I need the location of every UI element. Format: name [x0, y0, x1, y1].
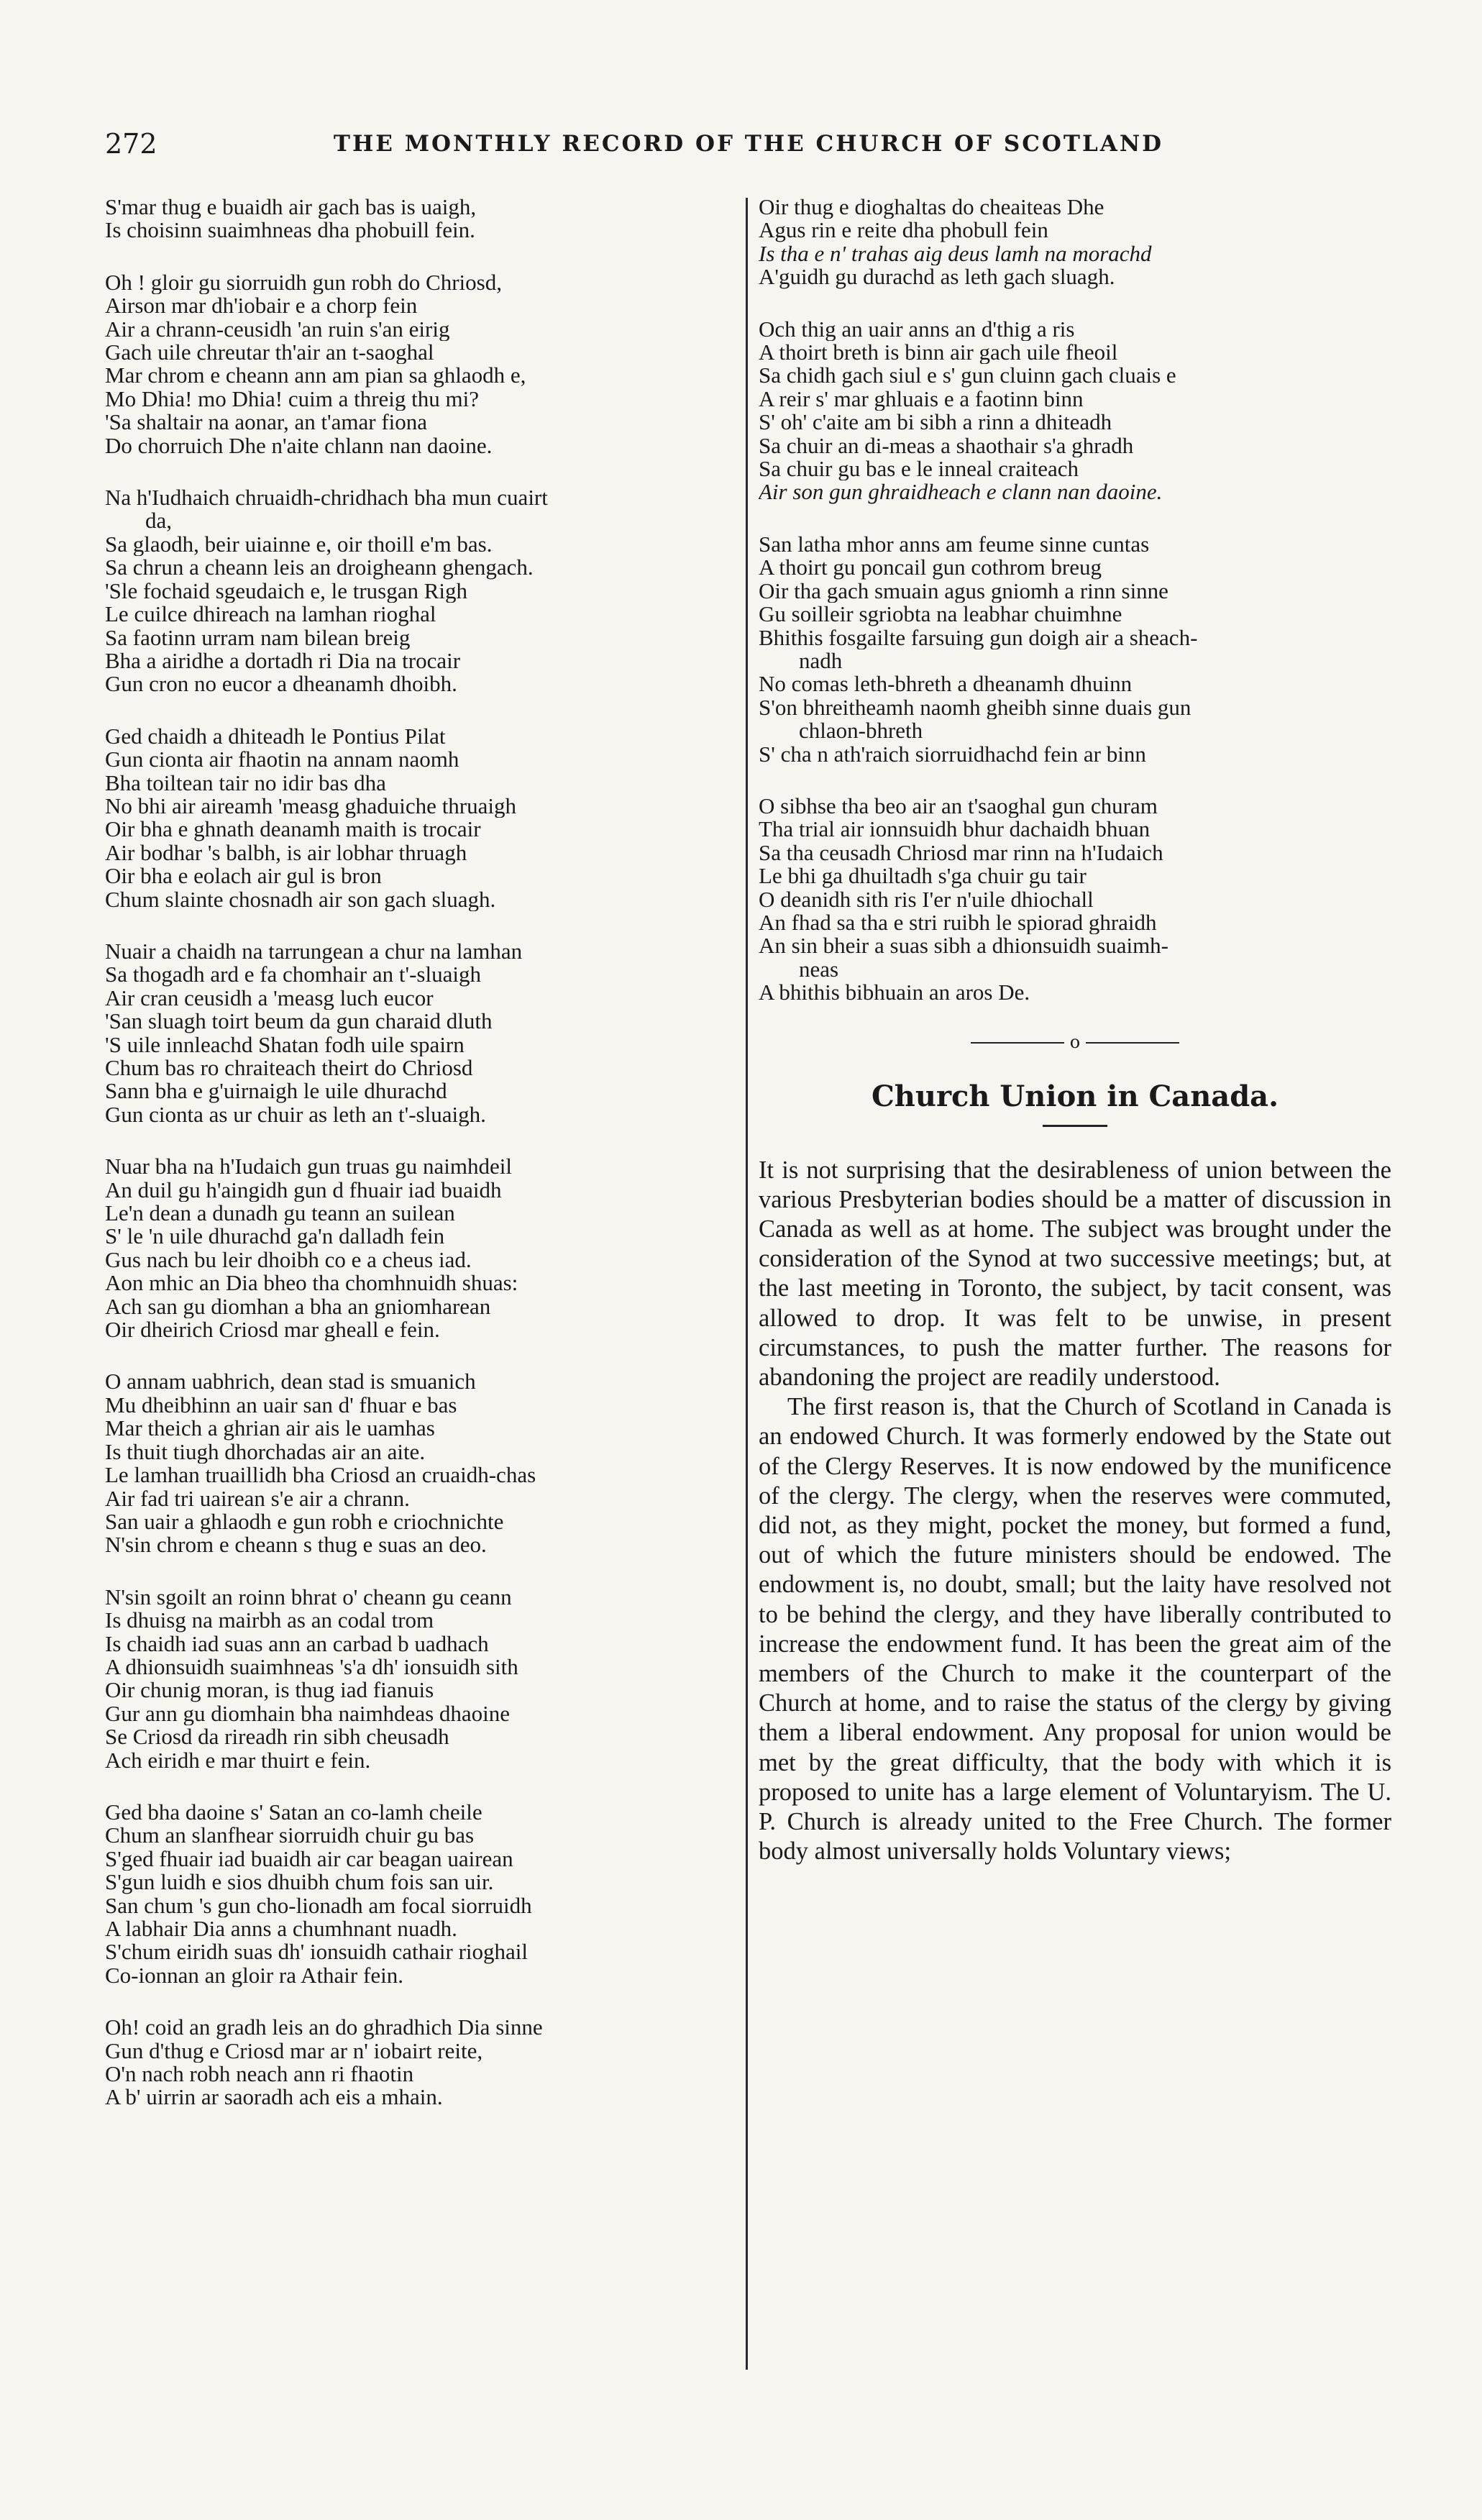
verse-line: Nuar bha na h'Iudaich gun truas gu naimhdeil	[105, 1155, 513, 1179]
verse-line: N'sin chrom e cheann s thug e suas an deo.	[105, 1533, 487, 1557]
verse-line: A labhair Dia anns a chumhnant nuadh.	[105, 1917, 457, 1941]
verse-line: Is thuit tiugh dhorchadas air an aite.	[105, 1440, 426, 1464]
verse-line: nadh	[799, 649, 843, 673]
verse-line: An fhad sa tha e stri ruibh le spiorad ghraidh	[759, 910, 1157, 935]
stanza	[105, 486, 723, 696]
verse-line: Bha toiltean tair no idir bas dha	[105, 771, 386, 795]
verse-line: Le cuilce dhireach na lamhan rioghal	[105, 603, 436, 626]
verse-line: O sibhse tha beo air an t'saoghal gun churam	[759, 794, 1158, 818]
divider-mark: o	[1069, 1031, 1081, 1052]
divider-rule-right	[1086, 1042, 1179, 1044]
verse-line: Sa chrun a cheann leis an droigheann ghengach.	[105, 556, 534, 580]
verse-line: Oh! coid an gradh leis an do ghradhich Dia sinne	[105, 2016, 543, 2040]
verse-line: Sann bha e g'uirnaigh le uile dhurachd	[105, 1079, 447, 1103]
verse-line: Mo Dhia! mo Dhia! cuim a threig thu mi?	[105, 387, 479, 411]
stanza	[105, 271, 723, 457]
verse-line: A bhithis bibhuain an aros De.	[759, 981, 1030, 1005]
stanza	[105, 1586, 723, 1772]
verse-line: O deanidh sith ris I'er n'uile dhiochall	[759, 887, 1094, 911]
title-rule	[1043, 1125, 1107, 1127]
verse-line: Mar chrom e cheann ann am pian sa ghlaodh e,	[105, 364, 526, 388]
verse-line: Gus nach bu leir dhoibh co e a cheus iad.	[105, 1248, 472, 1272]
right-column	[759, 196, 1391, 1866]
article-body	[759, 1156, 1391, 1867]
verse-line: No comas leth-bhreth a dheanamh dhuinn	[759, 672, 1133, 696]
verse-line: Le'n dean a dunadh gu teann an suilean	[105, 1202, 455, 1225]
stanza	[105, 1155, 723, 1341]
verse-line: Agus rin e reite dha phobull fein	[759, 219, 1048, 242]
verse-line: A dhionsuidh suaimhneas 's'a dh' ionsuidh sith	[105, 1655, 518, 1679]
verse-line: Mar theich a ghrian air ais le uamhas	[105, 1417, 435, 1441]
verse-line: O annam uabhrich, dean stad is smuanich	[105, 1370, 476, 1394]
stanza	[105, 725, 723, 911]
verse-line: Gun cionta as ur chuir as leth an t'-sluaigh.	[105, 1102, 486, 1127]
verse-line: Co-ionnan an gloir ra Athair fein.	[105, 1963, 403, 1988]
verse-line: Ach san gu diomhan a bha an gniomharean	[105, 1295, 491, 1319]
verse-line: Oir chunig moran, is thug iad fianuis	[105, 1679, 434, 1702]
verse-line: O'n nach robh neach ann ri fhaotin	[105, 2063, 414, 2086]
article-paragraph: It is not surprising that the desirableness of union between the various Presbyterian bodies should be a matter of discussion in Canada as well as at home. The subject was brought under the consideration of the Synod at two successive meetings; but, at the last meeting in Toronto, the subject, by tacit consent, was allowed to drop. It was felt to be unwise, in present circumstances, to push the matter further. The reasons for abandoning the project are readily understood.	[759, 1156, 1391, 1392]
verse-line: Ged bha daoine s' Satan an co-lamh cheile	[105, 1800, 482, 1825]
verse-line: N'sin sgoilt an roinn bhrat o' cheann gu ceann	[105, 1585, 512, 1610]
verse-line: Sa glaodh, beir uiainne e, oir thoill e'm bas.	[105, 532, 493, 557]
verse-line: Gun cron no eucor a dheanamh dhoibh.	[105, 672, 457, 696]
verse-line: Air cran ceusidh a 'measg luch eucor	[105, 986, 434, 1010]
verse-line: Oir bha e ghnath deanamh maith is trocair	[105, 818, 481, 841]
verse-line: A reir s' mar ghluais e a faotinn binn	[759, 387, 1084, 411]
verse-line: Mu dheibhinn an uair san d' fhuar e bas	[105, 1393, 457, 1418]
stanza	[105, 1801, 723, 1987]
verse-line: 'San sluagh toirt beum da gun charaid dluth	[105, 1010, 493, 1033]
verse-line: A'guidh gu durachd as leth gach sluagh.	[759, 265, 1115, 289]
verse-line: da,	[145, 509, 173, 533]
verse-line: Oh ! gloir gu siorruidh gun robh do Chriosd,	[105, 270, 502, 295]
verse-line: Gu soilleir sgriobta na leabhar chuimhne	[759, 603, 1122, 626]
verse-line: Oir thug e dioghaltas do cheaiteas Dhe	[759, 196, 1104, 219]
verse-line: San latha mhor anns am feume sinne cuntas	[759, 532, 1150, 557]
verse-line: Is dhuisg na mairbh as an codal trom	[105, 1609, 434, 1633]
verse-line: Le bhi ga dhuiltadh s'ga chuir gu tair	[759, 864, 1087, 888]
verse-line: S' le 'n uile dhurachd ga'n dalladh fein	[105, 1225, 445, 1248]
verse-line: An sin bheir a suas sibh a dhionsuidh suaimh-	[759, 934, 1169, 958]
verse-line: Gun d'thug e Criosd mar ar n' iobairt reite,	[105, 2039, 483, 2063]
verse-line: Na h'Iudhaich chruaidh-chridhach bha mun cuairt	[105, 486, 548, 510]
verse-line: Tha trial air ionnsuidh bhur dachaidh bhuan	[759, 818, 1151, 841]
verse-line: Ged chaidh a dhiteadh le Pontius Pilat	[105, 724, 446, 749]
verse-line: Bha a airidhe a dortadh ri Dia na trocair	[105, 649, 461, 673]
verse-line: Sa chuir an di-meas a shaothair s'a ghradh	[759, 434, 1134, 458]
verse-line: No bhi air aireamh 'measg ghaduiche thruaigh	[105, 794, 517, 818]
verse-line: S'ged fhuair iad buaidh air car beagan uairean	[105, 1847, 513, 1871]
verse-line: Sa tha ceusadh Chriosd mar rinn na h'Iudaich	[759, 841, 1163, 865]
verse-line: Air fad tri uairean s'e air a chrann.	[105, 1487, 410, 1510]
verse-line: neas	[799, 957, 839, 982]
stanza	[105, 1370, 723, 1556]
verse-line: A thoirt breth is binn air gach uile fheoil	[759, 341, 1118, 365]
running-title: THE MONTHLY RECORD OF THE CHURCH OF SCOTLAND	[333, 131, 1164, 157]
verse-line: Is chaidh iad suas ann an carbad b uadhach	[105, 1632, 489, 1656]
verse-line: 'S uile innleachd Shatan fodh uile spairn	[105, 1033, 465, 1056]
verse-line: S' cha n ath'raich siorruidhachd fein ar binn	[759, 742, 1146, 766]
verse-line: Oir tha gach smuain agus gniomh a rinn sinne	[759, 579, 1168, 603]
article-paragraph: The first reason is, that the Church of Scotland in Canada is an endowed Church. It was formerly endowed by the State out of the Clergy Reserves. It is now endowed by the munificence of the clergy. The clergy, when the reserves were commuted, did not, as they might, pocket the money, but formed a fund, out of which the future ministers should be endowed. The endowment is, no doubt, small; but the laity have resolved not to be behind the clergy, and they have liberally contributed to increase the endowment fund. It has been the great aim of the members of the Church to make it the counterpart of the Church at home, and to raise the status of the clergy by giving them a liberal endowment. Any proposal for union would be met by the great difficulty, that the body with which it is proposed to unite has a large element of Voluntaryism. The U. P. Church is already united to the Free Church. The former body almost universally holds Voluntary views;	[759, 1393, 1391, 1866]
right-poem	[759, 196, 1391, 1005]
verse-line: Sa thogadh ard e fa chomhair an t'-sluaigh	[105, 963, 481, 987]
verse-line: Gur ann gu diomhain bha naimhdeas dhaoine	[105, 1702, 511, 1726]
stanza	[105, 196, 723, 242]
verse-line: A b' uirrin ar saoradh ach eis a mhain.	[105, 2086, 443, 2109]
verse-line: Air bodhar 's balbh, is air lobhar thruagh	[105, 841, 467, 865]
verse-line: Is tha e n' trahas aig deus lamh na morachd	[759, 242, 1152, 266]
verse-line: Is choisinn suaimhneas dha phobuill fein.	[105, 219, 475, 242]
stanza	[759, 533, 1391, 766]
verse-line: Chum bas ro chraiteach theirt do Chriosd	[105, 1056, 473, 1080]
divider-rule-left	[971, 1042, 1064, 1044]
verse-line: Nuair a chaidh na tarrungean a chur na lamhan	[105, 939, 523, 964]
verse-line: Chum slainte chosnadh air son gach sluagh.	[105, 887, 496, 911]
verse-line: S'chum eiridh suas dh' ionsuidh cathair rioghail	[105, 1940, 529, 1964]
verse-line: Oir bha e eolach air gul is bron	[105, 864, 382, 888]
verse-line: Oir dheirich Criosd mar gheall e fein.	[105, 1318, 440, 1342]
verse-line: Aon mhic an Dia bheo tha chomhnuidh shuas:	[105, 1272, 518, 1295]
stanza	[759, 795, 1391, 1005]
verse-line: Gach uile chreutar th'air an t-saoghal	[105, 341, 434, 365]
verse-line: San chum 's gun cho-lionadh am focal siorruidh	[105, 1894, 532, 1917]
verse-line: Gun cionta air fhaotin na annam naomh	[105, 748, 459, 772]
verse-line: S'on bhreitheamh naomh gheibh sinne duais gun	[759, 695, 1191, 720]
verse-line: S'gun luidh e sios dhuibh chum fois san uir.	[105, 1871, 494, 1894]
verse-line: San uair a ghlaodh e gun robh e criochnichte	[105, 1510, 504, 1534]
verse-line: Air a chrann-ceusidh 'an ruin s'an eirig	[105, 317, 450, 342]
article-title: Church Union in Canada.	[871, 1079, 1279, 1113]
verse-line: Ach eiridh e mar thuirt e fein.	[105, 1748, 371, 1772]
verse-line: Airson mar dh'iobair e a chorp fein	[105, 294, 418, 318]
verse-line: Chum an slanfhear siorruidh chuir gu bas	[105, 1824, 475, 1848]
stanza	[759, 318, 1391, 504]
column-divider	[746, 198, 748, 2370]
stanza	[105, 2016, 723, 2109]
verse-line: Se Criosd da rireadh rin sibh cheusadh	[105, 1725, 449, 1749]
verse-line: Sa faotinn urram nam bilean breig	[105, 626, 411, 649]
verse-line: chlaon-bhreth	[799, 719, 923, 743]
page-header	[105, 128, 1392, 171]
verse-line: S'mar thug e buaidh air gach bas is uaigh,	[105, 196, 477, 219]
verse-line: Sa chuir gu bas e le inneal craiteach	[759, 457, 1079, 481]
left-column	[105, 196, 723, 2138]
section-divider	[960, 1033, 1190, 1051]
page-number: 272	[105, 128, 157, 160]
verse-line: 'Sa shaltair na aonar, an t'amar fiona	[105, 411, 428, 434]
verse-line: 'Sle fochaid sgeudaich e, le trusgan Righ	[105, 579, 468, 603]
stanza	[105, 940, 723, 1126]
verse-line: An duil gu h'aingidh gun d fhuair iad buaidh	[105, 1178, 502, 1202]
verse-line: Do chorruich Dhe n'aite chlann nan daoine.	[105, 434, 493, 458]
verse-line: Sa chidh gach siul e s' gun cluinn gach cluais e	[759, 364, 1176, 388]
verse-line: S' oh' c'aite am bi sibh a rinn a dhiteadh	[759, 411, 1112, 434]
verse-line: Och thig an uair anns an d'thig a ris	[759, 317, 1075, 342]
verse-line: Air son gun ghraidheach e clann nan daoine.	[759, 480, 1163, 504]
verse-line: A thoirt gu poncail gun cothrom breug	[759, 556, 1102, 580]
stanza	[759, 196, 1391, 289]
verse-line: Le lamhan truaillidh bha Criosd an cruaidh-chas	[105, 1464, 536, 1487]
verse-line: Bhithis fosgailte farsuing gun doigh air a sheach-	[759, 626, 1198, 649]
